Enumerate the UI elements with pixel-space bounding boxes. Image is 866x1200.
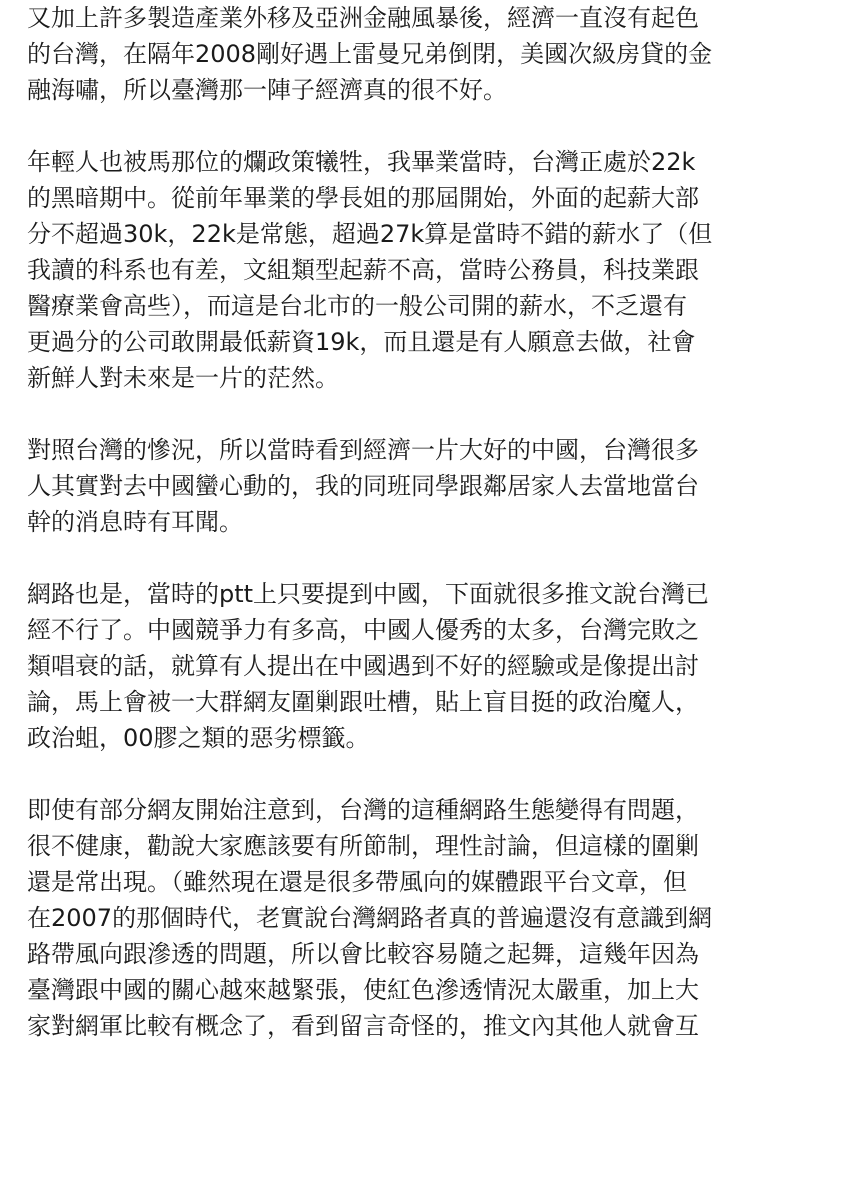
- text-line: 的台灣，在隔年2008剛好遇上雷曼兄弟倒閉，美國次級房貸的金: [27, 40, 713, 68]
- text-line: 融海嘯，所以臺灣那一陣子經濟真的很不好。: [27, 76, 507, 104]
- text-line: 路帶風向跟滲透的問題，所以會比較容易隨之起舞，這幾年因為: [27, 940, 699, 968]
- paragraph-gap: [27, 396, 839, 432]
- text-line: 在2007的那個時代，老實說台灣網路者真的普遍還沒有意識到網: [27, 904, 713, 932]
- text-line: 類唱衰的話，就算有人提出在中國遇到不好的經驗或是像提出討: [27, 652, 699, 680]
- text-line: 的黑暗期中。從前年畢業的學長姐的那屆開始，外面的起薪大部: [27, 184, 699, 212]
- text-line: 又加上許多製造產業外移及亞洲金融風暴後，經濟一直沒有起色: [27, 4, 699, 32]
- text-line: 政治蛆，00膠之類的惡劣標籤。: [27, 724, 370, 752]
- text-line: 年輕人也被馬那位的爛政策犧牲，我畢業當時，台灣正處於22k: [27, 148, 696, 176]
- text-line: 論，馬上會被一大群網友圍剿跟吐槽，貼上盲目挺的政治魔人，: [27, 688, 699, 716]
- text-line: 對照台灣的慘況，所以當時看到經濟一片大好的中國，台灣很多: [27, 436, 699, 464]
- text-line: 即使有部分網友開始注意到，台灣的這種網路生態變得有問題，: [27, 796, 699, 824]
- text-line: 我讀的科系也有差，文組類型起薪不高，當時公務員，科技業跟: [27, 256, 699, 284]
- text-line: 更過分的公司敢開最低薪資19k，而且還是有人願意去做，社會: [27, 328, 696, 356]
- paragraph-gap: [27, 756, 839, 792]
- text-line: 人其實對去中國蠻心動的，我的同班同學跟鄰居家人去當地當台: [27, 472, 699, 500]
- text-line: 網路也是，當時的ptt上只要提到中國，下面就很多推文說台灣已: [27, 580, 710, 608]
- text-line: 很不健康，勸說大家應該要有所節制，理性討論，但這樣的圍剿: [27, 832, 699, 860]
- paragraph: [27, 792, 839, 1044]
- paragraph: [27, 0, 839, 108]
- text-line: 醫療業會高些），而這是台北市的一般公司開的薪水，不乏還有: [27, 292, 687, 320]
- text-line: 還是常出現。（雖然現在還是很多帶風向的媒體跟平台文章，但: [27, 868, 687, 896]
- paragraph: [27, 144, 839, 396]
- text-line: 分不超過30k，22k是常態，超過27k算是當時不錯的薪水了（但: [27, 220, 713, 248]
- text-line: 家對網軍比較有概念了，看到留言奇怪的，推文內其他人就會互: [27, 1012, 699, 1040]
- text-line: 經不行了。中國競爭力有多高，中國人優秀的太多，台灣完敗之: [27, 616, 699, 644]
- paragraph: [27, 576, 839, 756]
- text-line: 臺灣跟中國的關心越來越緊張，使紅色滲透情況太嚴重，加上大: [27, 976, 699, 1004]
- paragraph: [27, 432, 839, 540]
- text-line: 幹的消息時有耳聞。: [27, 508, 243, 536]
- paragraph-gap: [27, 540, 839, 576]
- text-line: 新鮮人對未來是一片的茫然。: [27, 364, 339, 392]
- article-body: [27, 0, 839, 1044]
- paragraph-gap: [27, 108, 839, 144]
